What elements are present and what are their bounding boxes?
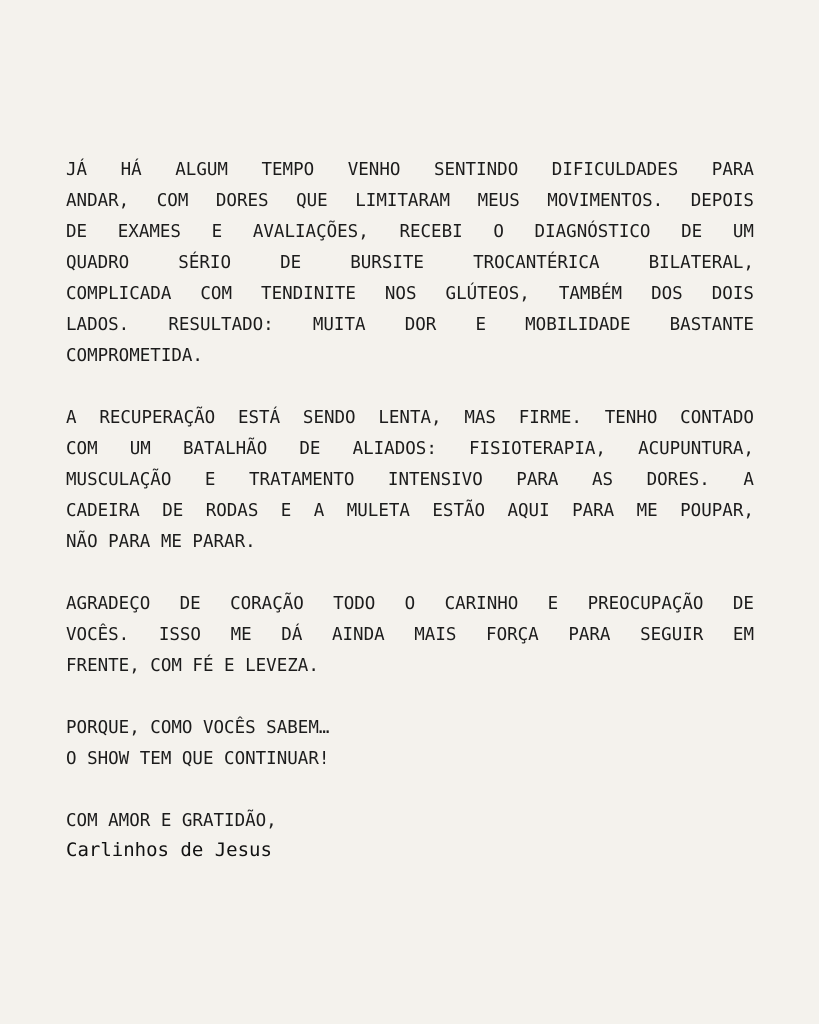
word: FIRME. xyxy=(518,408,582,428)
word: MUITA xyxy=(312,315,366,335)
word: MAIS xyxy=(414,625,457,645)
letter-body xyxy=(66,155,754,863)
paragraph-recovery xyxy=(66,403,754,558)
word: DE xyxy=(162,501,184,521)
word: POUPAR, xyxy=(680,501,754,521)
word: BATALHÃO xyxy=(182,439,268,459)
word: PARA xyxy=(516,470,559,490)
word: DORES. xyxy=(646,470,710,490)
word: E xyxy=(475,315,486,335)
word: SÉRIO xyxy=(178,253,231,273)
word: JÁ xyxy=(66,160,88,180)
word: MOVIMENTOS. xyxy=(547,191,664,211)
word: BILATERAL, xyxy=(648,253,754,273)
word: TROCANTÉRICA xyxy=(473,253,600,273)
word: DE xyxy=(681,222,703,242)
word: DE xyxy=(179,594,201,614)
word: ESTÃO xyxy=(432,501,486,521)
word: E xyxy=(280,501,292,521)
word: GLÚTEOS, xyxy=(445,284,530,304)
word: INTENSIVO xyxy=(387,470,483,490)
word: AINDA xyxy=(331,625,385,645)
word: MOBILIDADE xyxy=(525,315,631,335)
paragraph-line: PORQUE, COMO VOCÊS SABEM… xyxy=(66,718,330,738)
word: RESULTADO: xyxy=(168,315,274,335)
word: MEUS xyxy=(477,191,520,211)
word: MUSCULAÇÃO xyxy=(66,470,172,490)
word: RECUPERAÇÃO xyxy=(99,408,216,428)
word: ALIADOS: xyxy=(352,439,437,459)
paragraph-line xyxy=(66,620,754,651)
word: QUE xyxy=(296,191,328,211)
signature: Carlinhos de Jesus xyxy=(66,839,272,861)
paragraph-line xyxy=(66,155,754,186)
word: TAMBÉM xyxy=(558,284,623,304)
paragraph-line xyxy=(66,589,754,620)
word: A xyxy=(66,408,77,428)
word: TEMPO xyxy=(261,160,315,180)
word: AS xyxy=(591,470,614,490)
paragraph-line: FRENTE, COM FÉ E LEVEZA. xyxy=(66,656,319,676)
word: FORÇA xyxy=(486,625,539,645)
word: ESTÁ xyxy=(237,408,281,428)
word: RODAS xyxy=(205,501,259,521)
word: QUADRO xyxy=(66,253,130,273)
word: ISSO xyxy=(158,625,201,645)
word: TENDINITE xyxy=(261,284,356,304)
word: COM xyxy=(156,191,189,211)
word: SENDO xyxy=(302,408,356,428)
paragraph-line xyxy=(66,434,754,465)
paragraph-line xyxy=(66,217,754,248)
paragraph-line xyxy=(66,465,754,496)
word: UM xyxy=(129,439,151,459)
word: BASTANTE xyxy=(669,315,754,335)
word: ME xyxy=(636,501,658,521)
word: DOR xyxy=(404,315,437,335)
word: SENTINDO xyxy=(433,160,519,180)
word: MULETA xyxy=(346,501,410,521)
word: BURSITE xyxy=(350,253,424,273)
closing-line: COM AMOR E GRATIDÃO, xyxy=(66,811,277,831)
word: COM xyxy=(200,284,232,304)
word: ME xyxy=(230,625,252,645)
word: CORAÇÃO xyxy=(230,594,304,614)
paragraph-line xyxy=(66,403,754,434)
word: ANDAR, xyxy=(66,191,130,211)
word: RECEBI xyxy=(399,222,463,242)
paragraph-line xyxy=(66,496,754,527)
word: VOCÊS. xyxy=(66,625,130,645)
word: TRATAMENTO xyxy=(249,470,355,490)
word: CARINHO xyxy=(444,594,519,614)
word: DORES xyxy=(215,191,269,211)
word: AQUI xyxy=(507,501,550,521)
word: TENHO xyxy=(604,408,658,428)
word: DE xyxy=(66,222,88,242)
word: A xyxy=(743,470,754,490)
paragraph-show-must-go-on xyxy=(66,713,754,775)
word: DE xyxy=(280,253,302,273)
word: DOS xyxy=(651,284,683,304)
paragraph-line xyxy=(66,186,754,217)
word: LADOS. xyxy=(66,315,130,335)
paragraph-line xyxy=(66,310,754,341)
word: DEPOIS xyxy=(690,191,754,211)
word: LIMITARAM xyxy=(355,191,451,211)
word: PREOCUPAÇÃO xyxy=(587,594,704,614)
paragraph-line: COMPROMETIDA. xyxy=(66,346,203,366)
word: CADEIRA xyxy=(66,501,140,521)
word: COMPLICADA xyxy=(66,284,172,304)
word: PARA xyxy=(572,501,615,521)
word: FISIOTERAPIA, xyxy=(468,439,606,459)
word: UM xyxy=(732,222,754,242)
word: EXAMES xyxy=(117,222,181,242)
word: DE xyxy=(299,439,321,459)
word: SEGUIR xyxy=(640,625,704,645)
word: AVALIAÇÕES, xyxy=(252,222,369,242)
word: AGRADEÇO xyxy=(66,594,151,614)
word: DIAGNÓSTICO xyxy=(534,222,651,242)
word: NOS xyxy=(384,284,417,304)
word: MAS xyxy=(464,408,496,428)
word: DE xyxy=(732,594,754,614)
paragraph-gratitude xyxy=(66,589,754,682)
word: E xyxy=(204,470,216,490)
word: HÁ xyxy=(120,160,142,180)
word: EM xyxy=(732,625,754,645)
word: E xyxy=(547,594,559,614)
word: PARA xyxy=(568,625,611,645)
word: A xyxy=(313,501,325,521)
word: TODO xyxy=(333,594,376,614)
paragraph-line: O SHOW TEM QUE CONTINUAR! xyxy=(66,749,330,769)
word: COM xyxy=(66,439,98,459)
word: PARA xyxy=(711,160,754,180)
word: ALGUM xyxy=(175,160,228,180)
word: LENTA, xyxy=(378,408,442,428)
word: O xyxy=(404,594,416,614)
word: E xyxy=(211,222,223,242)
paragraph-diagnosis xyxy=(66,155,754,372)
word: DIFICULDADES xyxy=(551,160,679,180)
word: O xyxy=(493,222,504,242)
paragraph-line xyxy=(66,279,754,310)
word: CONTADO xyxy=(680,408,754,428)
paragraph-line xyxy=(66,248,754,279)
paragraph-line: NÃO PARA ME PARAR. xyxy=(66,532,256,552)
word: ACUPUNTURA, xyxy=(638,439,754,459)
word: VENHO xyxy=(347,160,401,180)
word: DÁ xyxy=(281,625,303,645)
word: DOIS xyxy=(711,284,754,304)
